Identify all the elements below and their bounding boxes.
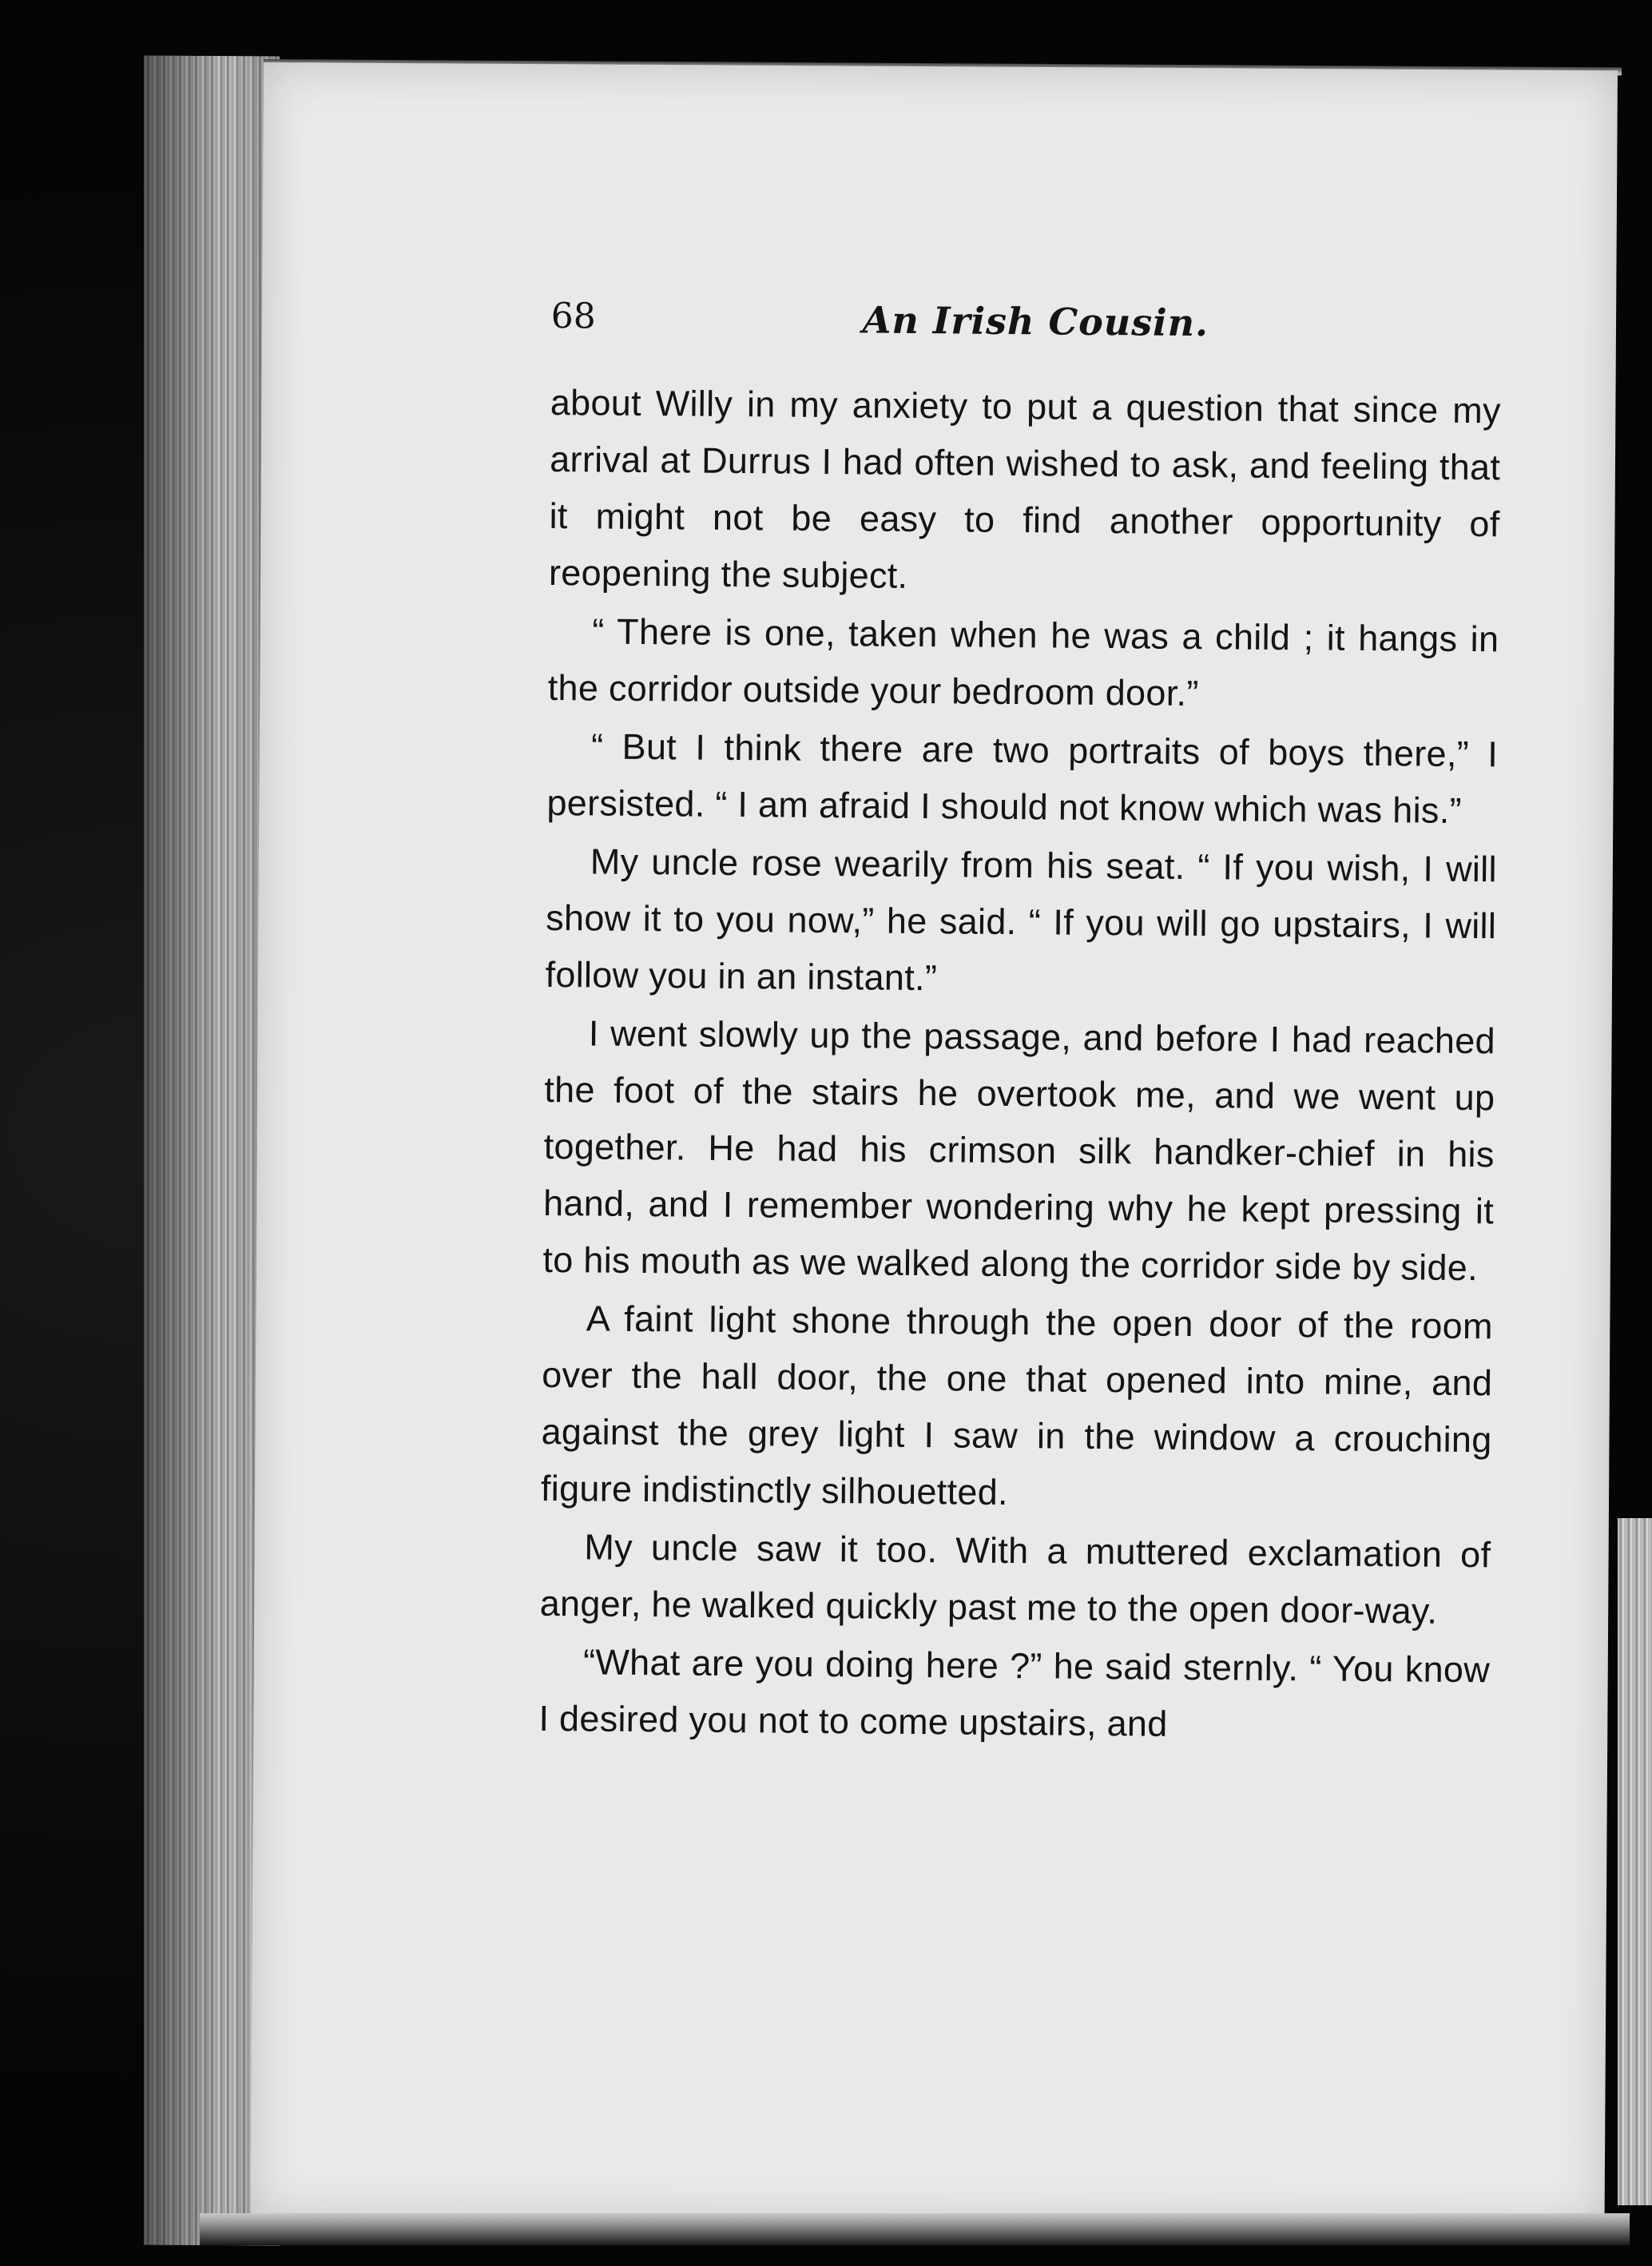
running-title: An Irish Cousin. [862,298,1209,345]
page-content [538,296,1502,1756]
page-right-edge [1618,1518,1652,2205]
paragraph: “ There is one, taken when he was a child ; it hangs in the corridor outside your bedroom door.” [547,610,1499,714]
paragraph: My uncle rose wearily from his seat. “ If you wish, I will show it to you now,” he said. “ If you will go upstairs, I will follow you in an instant.” [545,841,1498,999]
page-bottom-edge [200,2213,1630,2245]
paragraph: A faint light shone through the open door of the room over the hall door, the one that opened into mine, and against the grey light I saw in the window a crouching figure indistinctly silhouetted. [540,1298,1494,1513]
paragraph: “What are you doing here ?” he said sternly. “ You know I desired you not to come upstairs, and [538,1641,1491,1744]
paragraph: My uncle saw it too. With a muttered exclamation of anger, he walked quickly past me to the open door-way. [539,1526,1491,1632]
paragraph: “ But I think there are two portraits of boys there,” I persisted. “ I am afraid I should not know which was his.” [546,726,1499,831]
running-head [550,296,1502,360]
paragraph: about Willy in my anxiety to put a question that since my arrival at Durrus I had often wished to ask, and feeling that it might not be easy to find another opportunity of reopening the subject. [548,381,1502,596]
paragraph: I went slowly up the passage, and before I had reached the foot of the stairs he overtook me, and we went up together. He had his crimson silk handker-chief in his hand, and I remember wondering why he kept pressing it to his mouth as we walked along the corridor side by side. [542,1012,1496,1289]
page-number: 68 [550,296,596,337]
